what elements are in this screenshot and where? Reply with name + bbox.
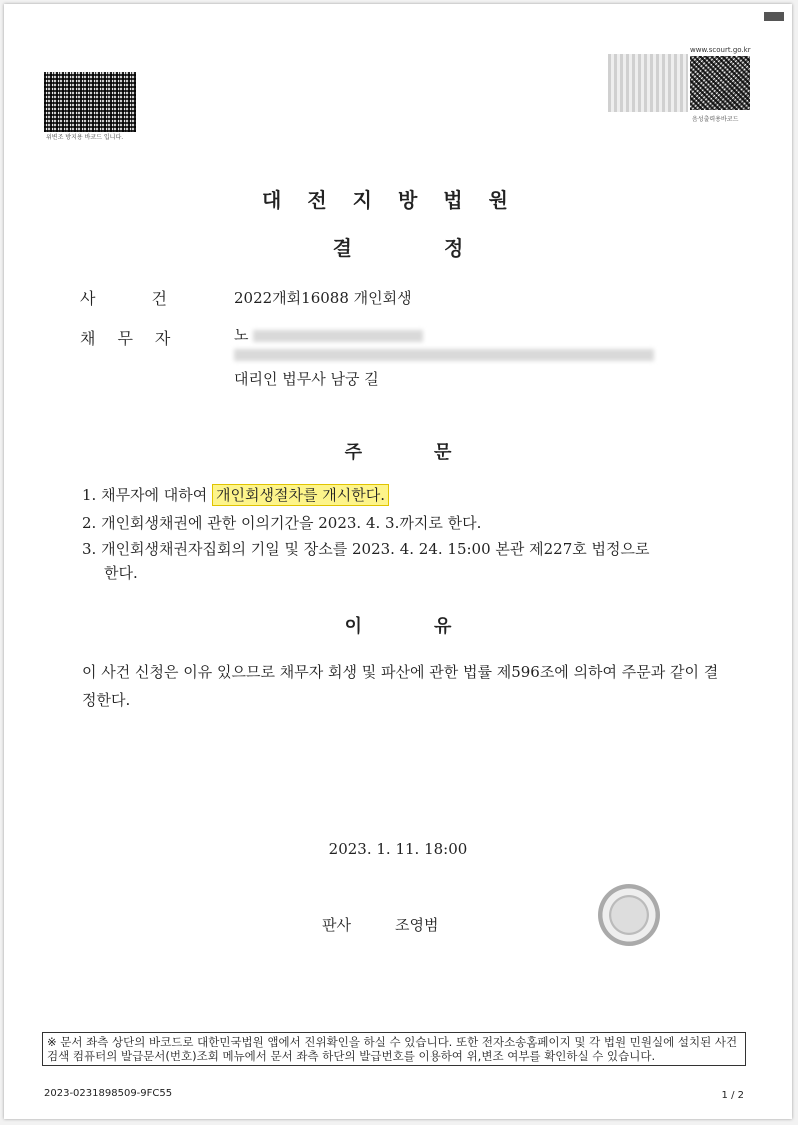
judge-title: 판사	[322, 916, 351, 934]
order-item-1-highlight: 개인회생절차를 개시한다.	[212, 484, 389, 506]
document-page	[4, 4, 792, 1119]
judge-signature	[322, 914, 482, 935]
corner-mark	[764, 12, 784, 21]
verification-notice: ※ 문서 좌측 상단의 바코드로 대한민국법원 앱에서 진위확인을 하실 수 있습니다. 또한 전자소송홈페이지 및 각 법원 민원실에 설치된 사건검색 컴퓨터의 발급문서(번호)조회 메뉴에서 문서 좌측 하단의 발급번호를 이용하여 위,변조 여부를 확인하실 수 있습니다.	[42, 1032, 746, 1066]
judge-name: 조영범	[394, 916, 439, 934]
decision-date: 2023. 1. 11. 18:00	[328, 840, 468, 858]
order-heading: 주문	[344, 442, 524, 463]
redacted-address	[234, 349, 654, 361]
court-name: 대전지방법원	[262, 188, 534, 212]
debtor-address	[234, 345, 654, 363]
audio-barcode	[690, 56, 750, 110]
redacted-name	[253, 330, 423, 342]
order-item-1	[82, 484, 732, 505]
debtor-label: 채무자	[80, 329, 193, 348]
order-item-1-prefix: 1. 채무자에 대하여	[82, 486, 213, 504]
order-item-2: 2. 개인회생채권에 관한 이의기간을 2023. 4. 3.까지로 한다.	[82, 514, 482, 532]
document-type: 결정	[332, 236, 556, 260]
case-label: 사건	[80, 289, 223, 308]
redacted-barcode	[608, 54, 688, 112]
court-url: www.scourt.go.kr	[690, 46, 751, 54]
debtor-name	[234, 324, 423, 345]
debtor-name-prefix: 노	[234, 326, 249, 344]
reason-heading: 이유	[344, 616, 524, 637]
debtor-agent: 대리인 법무사 남궁 길	[234, 370, 379, 388]
audio-barcode-caption: 음성출력용바코드	[692, 116, 739, 123]
case-value: 2022개회16088 개인회생	[234, 289, 412, 307]
page-number: 1 / 2	[721, 1090, 744, 1101]
order-item-3: 3. 개인회생채권자집회의 기일 및 장소를 2023. 4. 24. 15:00 본관 제227호 법정으로	[82, 540, 650, 558]
judge-seal	[598, 884, 660, 946]
issue-number: 2023-0231898509-9FC55	[44, 1088, 173, 1099]
verification-barcode-caption: 위변조 방지용 바코드 입니다.	[46, 134, 124, 141]
order-item-3-cont: 한다.	[104, 564, 138, 582]
reason-text: 이 사건 신청은 이유 있으므로 채무자 회생 및 파산에 관한 법률 제596조에 의하여 주문과 같이 결정한다.	[82, 663, 719, 709]
verification-barcode	[44, 72, 136, 132]
